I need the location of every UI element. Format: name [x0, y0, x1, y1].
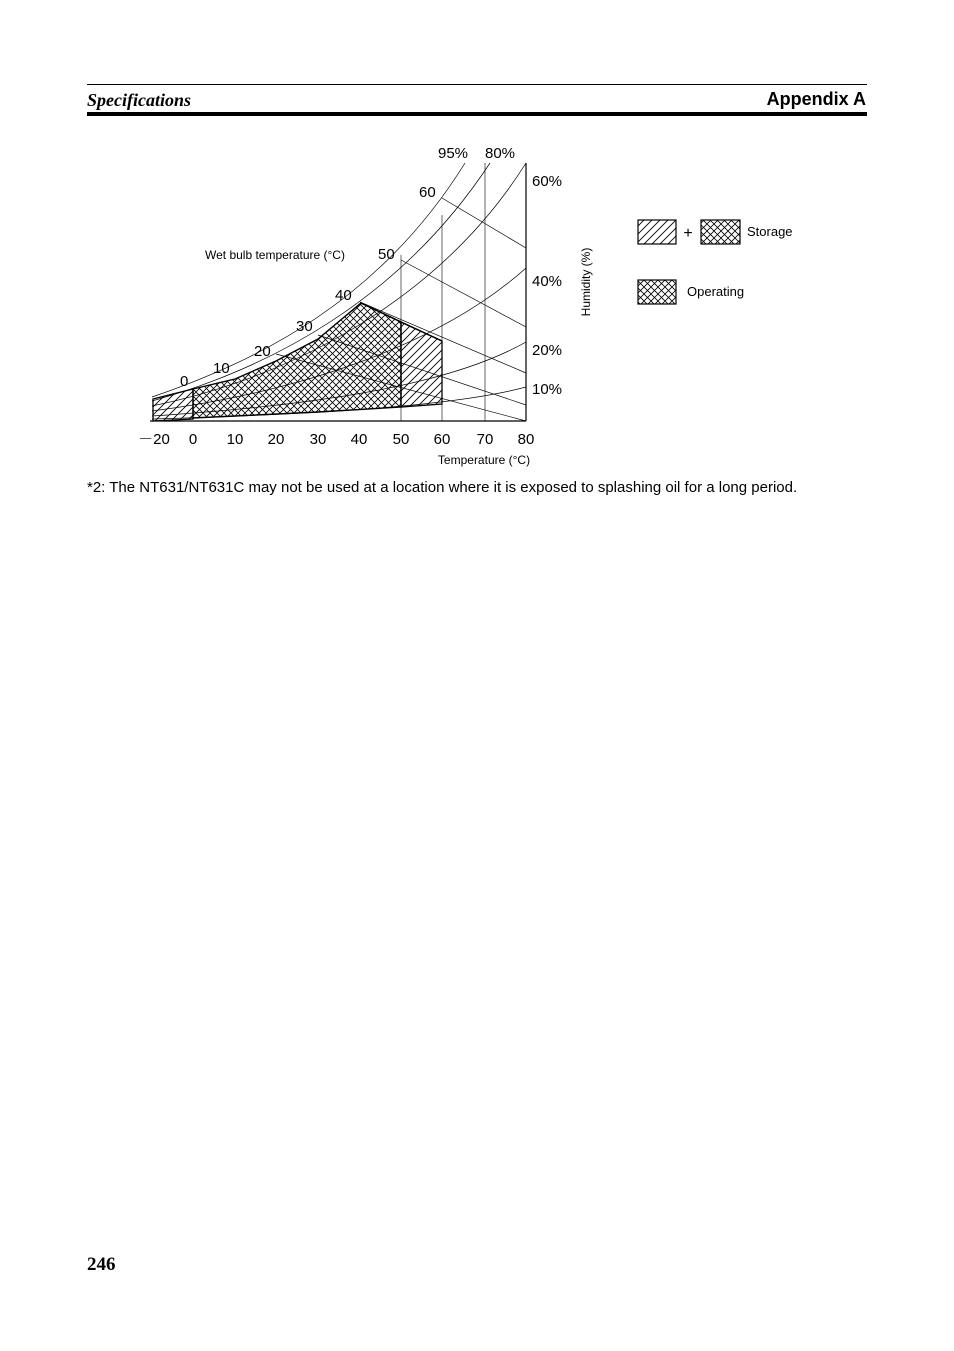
wet-bulb-tick: 10: [213, 360, 230, 377]
x-tick: 40: [350, 431, 368, 448]
humidity-label: 40%: [532, 273, 563, 290]
humidity-label: 20%: [532, 342, 563, 359]
legend-plus: +: [683, 225, 693, 242]
humidity-label: 10%: [532, 381, 563, 398]
wet-bulb-tick: 60: [419, 184, 436, 201]
storage-area: [153, 389, 193, 421]
humidity-label: 80%: [485, 145, 516, 162]
x-tick: 80: [517, 431, 535, 448]
x-tick: 50: [392, 431, 410, 448]
wet-bulb-tick: 0: [180, 373, 189, 390]
x-tick: 30: [309, 431, 327, 448]
humidity-curve-labels: [438, 145, 562, 398]
legend-storage-label: Storage: [747, 224, 793, 239]
legend-operating-label: Operating: [687, 284, 745, 299]
footnote: *2: The NT631/NT631C may not be used at a location where it is exposed to splashing oil for a long period.: [87, 479, 798, 496]
x-tick: 0: [188, 431, 198, 448]
humidity-axis-label: Humidity (%): [579, 247, 593, 317]
x-tick: 20: [267, 431, 285, 448]
x-tick-labels: [138, 431, 534, 448]
legend: [638, 220, 793, 304]
wet-bulb-tick: 50: [378, 246, 395, 263]
x-tick: 10: [226, 431, 244, 448]
wet-bulb-tick: 30: [296, 318, 313, 335]
x-tick: 60: [433, 431, 451, 448]
page-number: 246: [87, 1254, 116, 1275]
appendix-title: Appendix A: [766, 89, 866, 109]
humidity-label: 95%: [438, 145, 469, 162]
wet-bulb-tick: 40: [335, 287, 352, 304]
wb-line-50: [401, 260, 526, 327]
section-title: Specifications: [87, 90, 191, 110]
header-rule-top: [87, 84, 867, 85]
legend-storage-hatch-swatch: [638, 220, 676, 244]
wb-line-60: [442, 198, 526, 248]
header-rule-bottom: [87, 112, 867, 116]
psychrometric-chart: [130, 138, 820, 473]
legend-storage-cross-swatch: [701, 220, 740, 244]
x-tick: 70: [476, 431, 494, 448]
wet-bulb-axis-label: Wet bulb temperature (°C): [205, 248, 345, 262]
x-tick: －20: [138, 431, 170, 448]
wet-bulb-tick: 20: [254, 343, 271, 360]
x-axis-label: Temperature (°C): [437, 453, 531, 467]
legend-operating-swatch: [638, 280, 676, 304]
humidity-label: 60%: [532, 173, 563, 190]
